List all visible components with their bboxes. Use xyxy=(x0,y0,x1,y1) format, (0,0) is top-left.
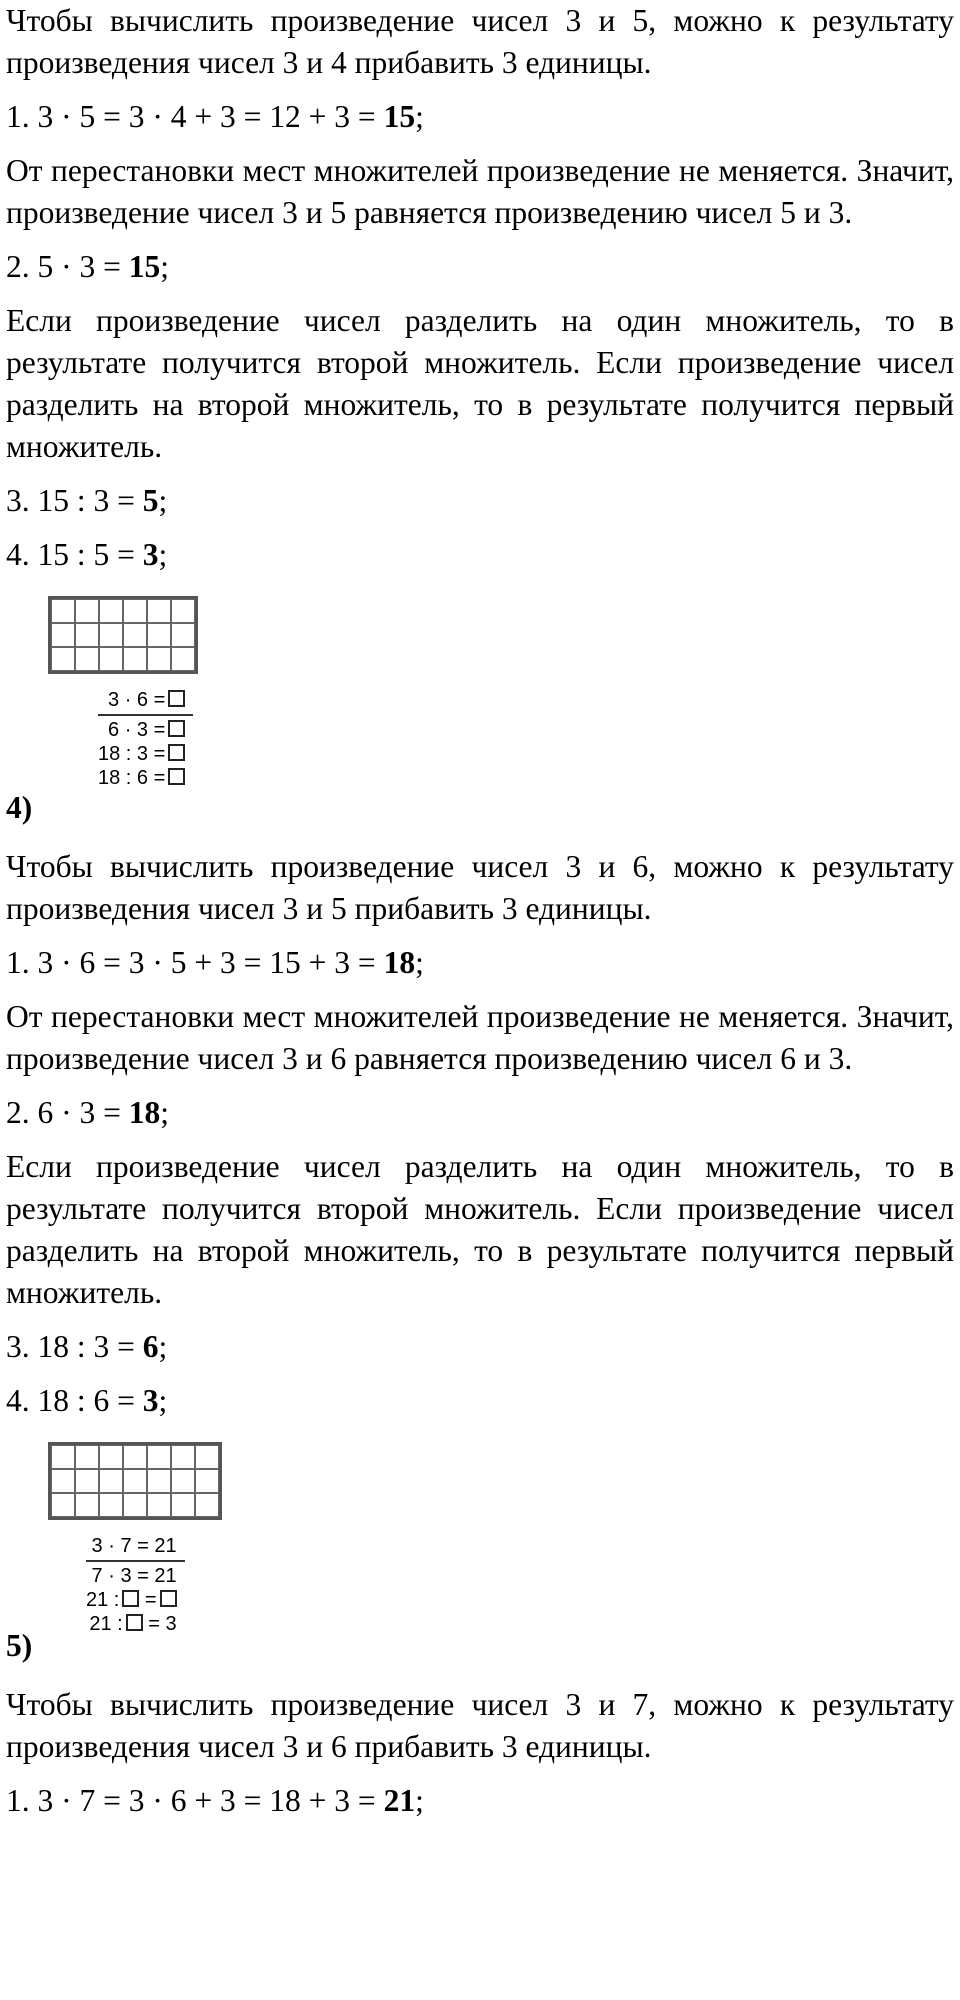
equation-1 xyxy=(6,942,954,984)
equation-text: 4. 18 : 6 = xyxy=(6,1383,143,1418)
expression-text: = xyxy=(144,1589,157,1611)
equation-answer: 6 xyxy=(142,1329,159,1364)
equation-answer: 5 xyxy=(142,483,159,518)
equation-text: 1. 3 · 6 = 3 · 5 + 3 = 15 + 3 = xyxy=(6,945,384,980)
equation-answer: 3 xyxy=(142,1383,159,1418)
empty-box-icon xyxy=(126,1614,143,1631)
paragraph-explanation: Чтобы вычислить произведение чисел 3 и 5, можно к результату произведения чисел 3 и 4 прибавить 3 единицы. xyxy=(6,3,954,80)
equation-text: 3. 15 : 3 = xyxy=(6,483,143,518)
expression xyxy=(98,742,193,766)
expression-text: 21 : xyxy=(86,1589,120,1611)
equation-text: 2. 5 · 3 = xyxy=(6,249,129,284)
paragraph-commutative: От перестановки мест множителей произведение не меняется. Значит, произведение чисел 3 и 5 равняется произведению чисел 5 и 3. xyxy=(6,153,954,230)
equation-3 xyxy=(6,1326,954,1368)
equation-suffix: ; xyxy=(158,537,168,572)
expression-text: 21 : xyxy=(89,1613,123,1635)
equation-answer: 15 xyxy=(383,99,416,134)
equation-suffix: ; xyxy=(160,1095,170,1130)
empty-box-icon xyxy=(168,720,185,737)
equation-4 xyxy=(6,534,954,576)
equation-answer: 18 xyxy=(128,1095,161,1130)
empty-box-icon xyxy=(168,768,185,785)
expressions-list xyxy=(98,688,193,790)
paragraph-explanation: Чтобы вычислить произведение чисел 3 и 6, можно к результату произведения чисел 3 и 5 прибавить 3 единицы. xyxy=(6,849,954,926)
equation-suffix: ; xyxy=(158,483,168,518)
equation-text: 3. 18 : 3 = xyxy=(6,1329,143,1364)
equation-suffix: ; xyxy=(415,945,424,980)
expression xyxy=(86,1612,185,1636)
equation-suffix: ; xyxy=(415,1783,424,1818)
grid-3x6 xyxy=(48,596,198,674)
expression-text: 18 : 6 = xyxy=(98,767,166,789)
equation-text: 2. 6 · 3 = xyxy=(6,1095,129,1130)
paragraph-division-rule: Если произведение чисел разделить на один множитель, то в результате получится второй множитель. Если произведение чисел разделить на второй множитель, то в результате получится первый множитель. xyxy=(6,303,954,464)
expression xyxy=(98,688,193,716)
empty-box-icon xyxy=(160,1590,177,1607)
expression-text: 18 : 3 = xyxy=(98,743,166,765)
expression-text: 3 · 6 = xyxy=(108,689,166,711)
exercise-number: 5) xyxy=(6,1628,33,1663)
paragraph-explanation: Чтобы вычислить произведение чисел 3 и 7, можно к результату произведения чисел 3 и 6 прибавить 3 единицы. xyxy=(6,1687,954,1764)
equation-suffix: ; xyxy=(160,249,170,284)
equation-suffix: ; xyxy=(158,1329,168,1364)
equation-text: 1. 3 · 5 = 3 · 4 + 3 = 12 + 3 = xyxy=(6,99,384,134)
empty-box-icon xyxy=(122,1590,139,1607)
equation-suffix: ; xyxy=(415,99,424,134)
empty-box-icon xyxy=(168,744,185,761)
equation-text: 1. 3 · 7 = 3 · 6 + 3 = 18 + 3 = xyxy=(6,1783,384,1818)
empty-box-icon xyxy=(168,690,185,707)
paragraph-division-rule: Если произведение чисел разделить на один множитель, то в результате получится второй множитель. Если произведение чисел разделить на второй множитель, то в результате получится первый множитель. xyxy=(6,1149,954,1310)
paragraph-commutative: От перестановки мест множителей произведение не меняется. Значит, произведение чисел 3 и 6 равняется произведению чисел 6 и 3. xyxy=(6,999,954,1076)
expression-text: 6 · 3 = xyxy=(108,719,166,741)
equation-3 xyxy=(6,480,954,522)
equation-answer: 18 xyxy=(383,945,416,980)
expression: 7 · 3 = 21 xyxy=(91,1565,177,1587)
exercise-number: 4) xyxy=(6,790,33,825)
equation-1 xyxy=(6,1780,954,1822)
expression: 3 · 7 = 21 xyxy=(86,1534,185,1562)
equation-text: 4. 15 : 5 = xyxy=(6,537,143,572)
equation-answer: 21 xyxy=(383,1783,416,1818)
expression xyxy=(86,1588,185,1612)
exercise-figure-4 xyxy=(6,588,954,825)
exercise-figure-5 xyxy=(6,1434,954,1663)
expression-text: = 3 xyxy=(148,1613,177,1635)
equation-2 xyxy=(6,246,954,288)
equation-2 xyxy=(6,1092,954,1134)
expression xyxy=(98,718,193,742)
equation-4 xyxy=(6,1380,954,1422)
equation-suffix: ; xyxy=(158,1383,168,1418)
expression xyxy=(98,766,193,790)
expressions-list xyxy=(86,1534,185,1636)
equation-answer: 3 xyxy=(142,537,159,572)
equation-1 xyxy=(6,96,954,138)
equation-answer: 15 xyxy=(128,249,161,284)
grid-3x7 xyxy=(48,1442,222,1520)
